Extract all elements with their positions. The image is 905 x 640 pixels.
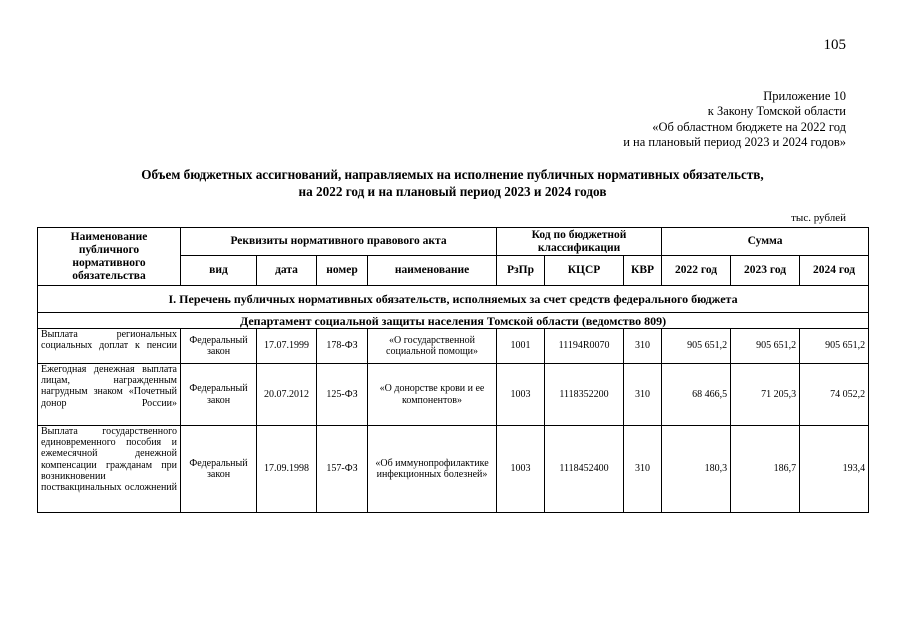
- header-act-requisites: Реквизиты нормативного правового акта: [181, 228, 497, 256]
- kvr-cell: 310: [624, 364, 662, 426]
- obligation-cell: Выплата государственного единовременного пособия и ежемесячной денежной компенсации гражданам при возникновении поствакцинальных осложнений: [38, 426, 181, 513]
- date-cell: 17.09.1998: [257, 426, 317, 513]
- appendix-block: [623, 89, 846, 150]
- kcsr-cell: 11194R0070: [545, 329, 624, 364]
- act-name-cell: «О донорстве крови и ее компонентов»: [368, 364, 497, 426]
- budget-table: [37, 227, 869, 513]
- header-rzpr: РзПр: [497, 256, 545, 286]
- document-title: [0, 167, 905, 200]
- obligation-cell: Выплата региональных социальных доплат к пенсии: [38, 329, 181, 364]
- type-cell: Федеральный закон: [181, 426, 257, 513]
- title-line: Объем бюджетных ассигнований, направляемых на исполнение публичных нормативных обязательств,: [141, 167, 764, 182]
- header-row-1: [38, 228, 869, 256]
- header-2022: 2022 год: [662, 256, 731, 286]
- type-cell: Федеральный закон: [181, 329, 257, 364]
- rzpr-cell: 1003: [497, 364, 545, 426]
- table-row: [38, 364, 869, 426]
- header-type: вид: [181, 256, 257, 286]
- rzpr-cell: 1003: [497, 426, 545, 513]
- sum-2023-cell: 186,7: [731, 426, 800, 513]
- sum-2024-cell: 193,4: [800, 426, 869, 513]
- appendix-line: «Об областном бюджете на 2022 год: [652, 119, 846, 134]
- sum-2024-cell: 905 651,2: [800, 329, 869, 364]
- header-kcsr: КЦСР: [545, 256, 624, 286]
- appendix-line: и на плановый период 2023 и 2024 годов»: [623, 134, 846, 149]
- sum-2022-cell: 68 466,5: [662, 364, 731, 426]
- number-cell: 178-ФЗ: [317, 329, 368, 364]
- sum-2022-cell: 905 651,2: [662, 329, 731, 364]
- table-row: [38, 329, 869, 364]
- appendix-line: к Закону Томской области: [707, 104, 846, 119]
- department-title: Департамент социальной защиты населения Томской области (ведомство 809): [38, 313, 869, 329]
- kvr-cell: 310: [624, 426, 662, 513]
- sum-2024-cell: 74 052,2: [800, 364, 869, 426]
- table-row: [38, 426, 869, 513]
- department-row: [38, 313, 869, 329]
- obligation-cell: Ежегодная денежная выплата лицам, награжденным нагрудным знаком «Почетный донор России»: [38, 364, 181, 426]
- kcsr-cell: 1118452400: [545, 426, 624, 513]
- header-budget-code: Код по бюджетной классификации: [497, 228, 662, 256]
- page-number: 105: [823, 37, 846, 53]
- section-row: [38, 286, 869, 313]
- header-kvr: КВР: [624, 256, 662, 286]
- header-obligation: Наименование публичного нормативного обязательства: [38, 228, 181, 286]
- header-2023: 2023 год: [731, 256, 800, 286]
- act-name-cell: «О государственной социальной помощи»: [368, 329, 497, 364]
- appendix-line: Приложение 10: [763, 89, 846, 103]
- title-line: на 2022 год и на плановый период 2023 и 2024 годов: [298, 183, 607, 199]
- sum-2023-cell: 905 651,2: [731, 329, 800, 364]
- sum-2022-cell: 180,3: [662, 426, 731, 513]
- header-date: дата: [257, 256, 317, 286]
- rzpr-cell: 1001: [497, 329, 545, 364]
- section-title: I. Перечень публичных нормативных обязательств, исполняемых за счет средств федерального бюджета: [38, 286, 869, 313]
- date-cell: 17.07.1999: [257, 329, 317, 364]
- kcsr-cell: 1118352200: [545, 364, 624, 426]
- act-name-cell: «Об иммунопрофилактике инфекционных болезней»: [368, 426, 497, 513]
- header-2024: 2024 год: [800, 256, 869, 286]
- type-cell: Федеральный закон: [181, 364, 257, 426]
- number-cell: 157-ФЗ: [317, 426, 368, 513]
- header-name: наименование: [368, 256, 497, 286]
- number-cell: 125-ФЗ: [317, 364, 368, 426]
- units-label: тыс. рублей: [791, 212, 846, 224]
- header-number: номер: [317, 256, 368, 286]
- sum-2023-cell: 71 205,3: [731, 364, 800, 426]
- header-sum: Сумма: [662, 228, 869, 256]
- date-cell: 20.07.2012: [257, 364, 317, 426]
- kvr-cell: 310: [624, 329, 662, 364]
